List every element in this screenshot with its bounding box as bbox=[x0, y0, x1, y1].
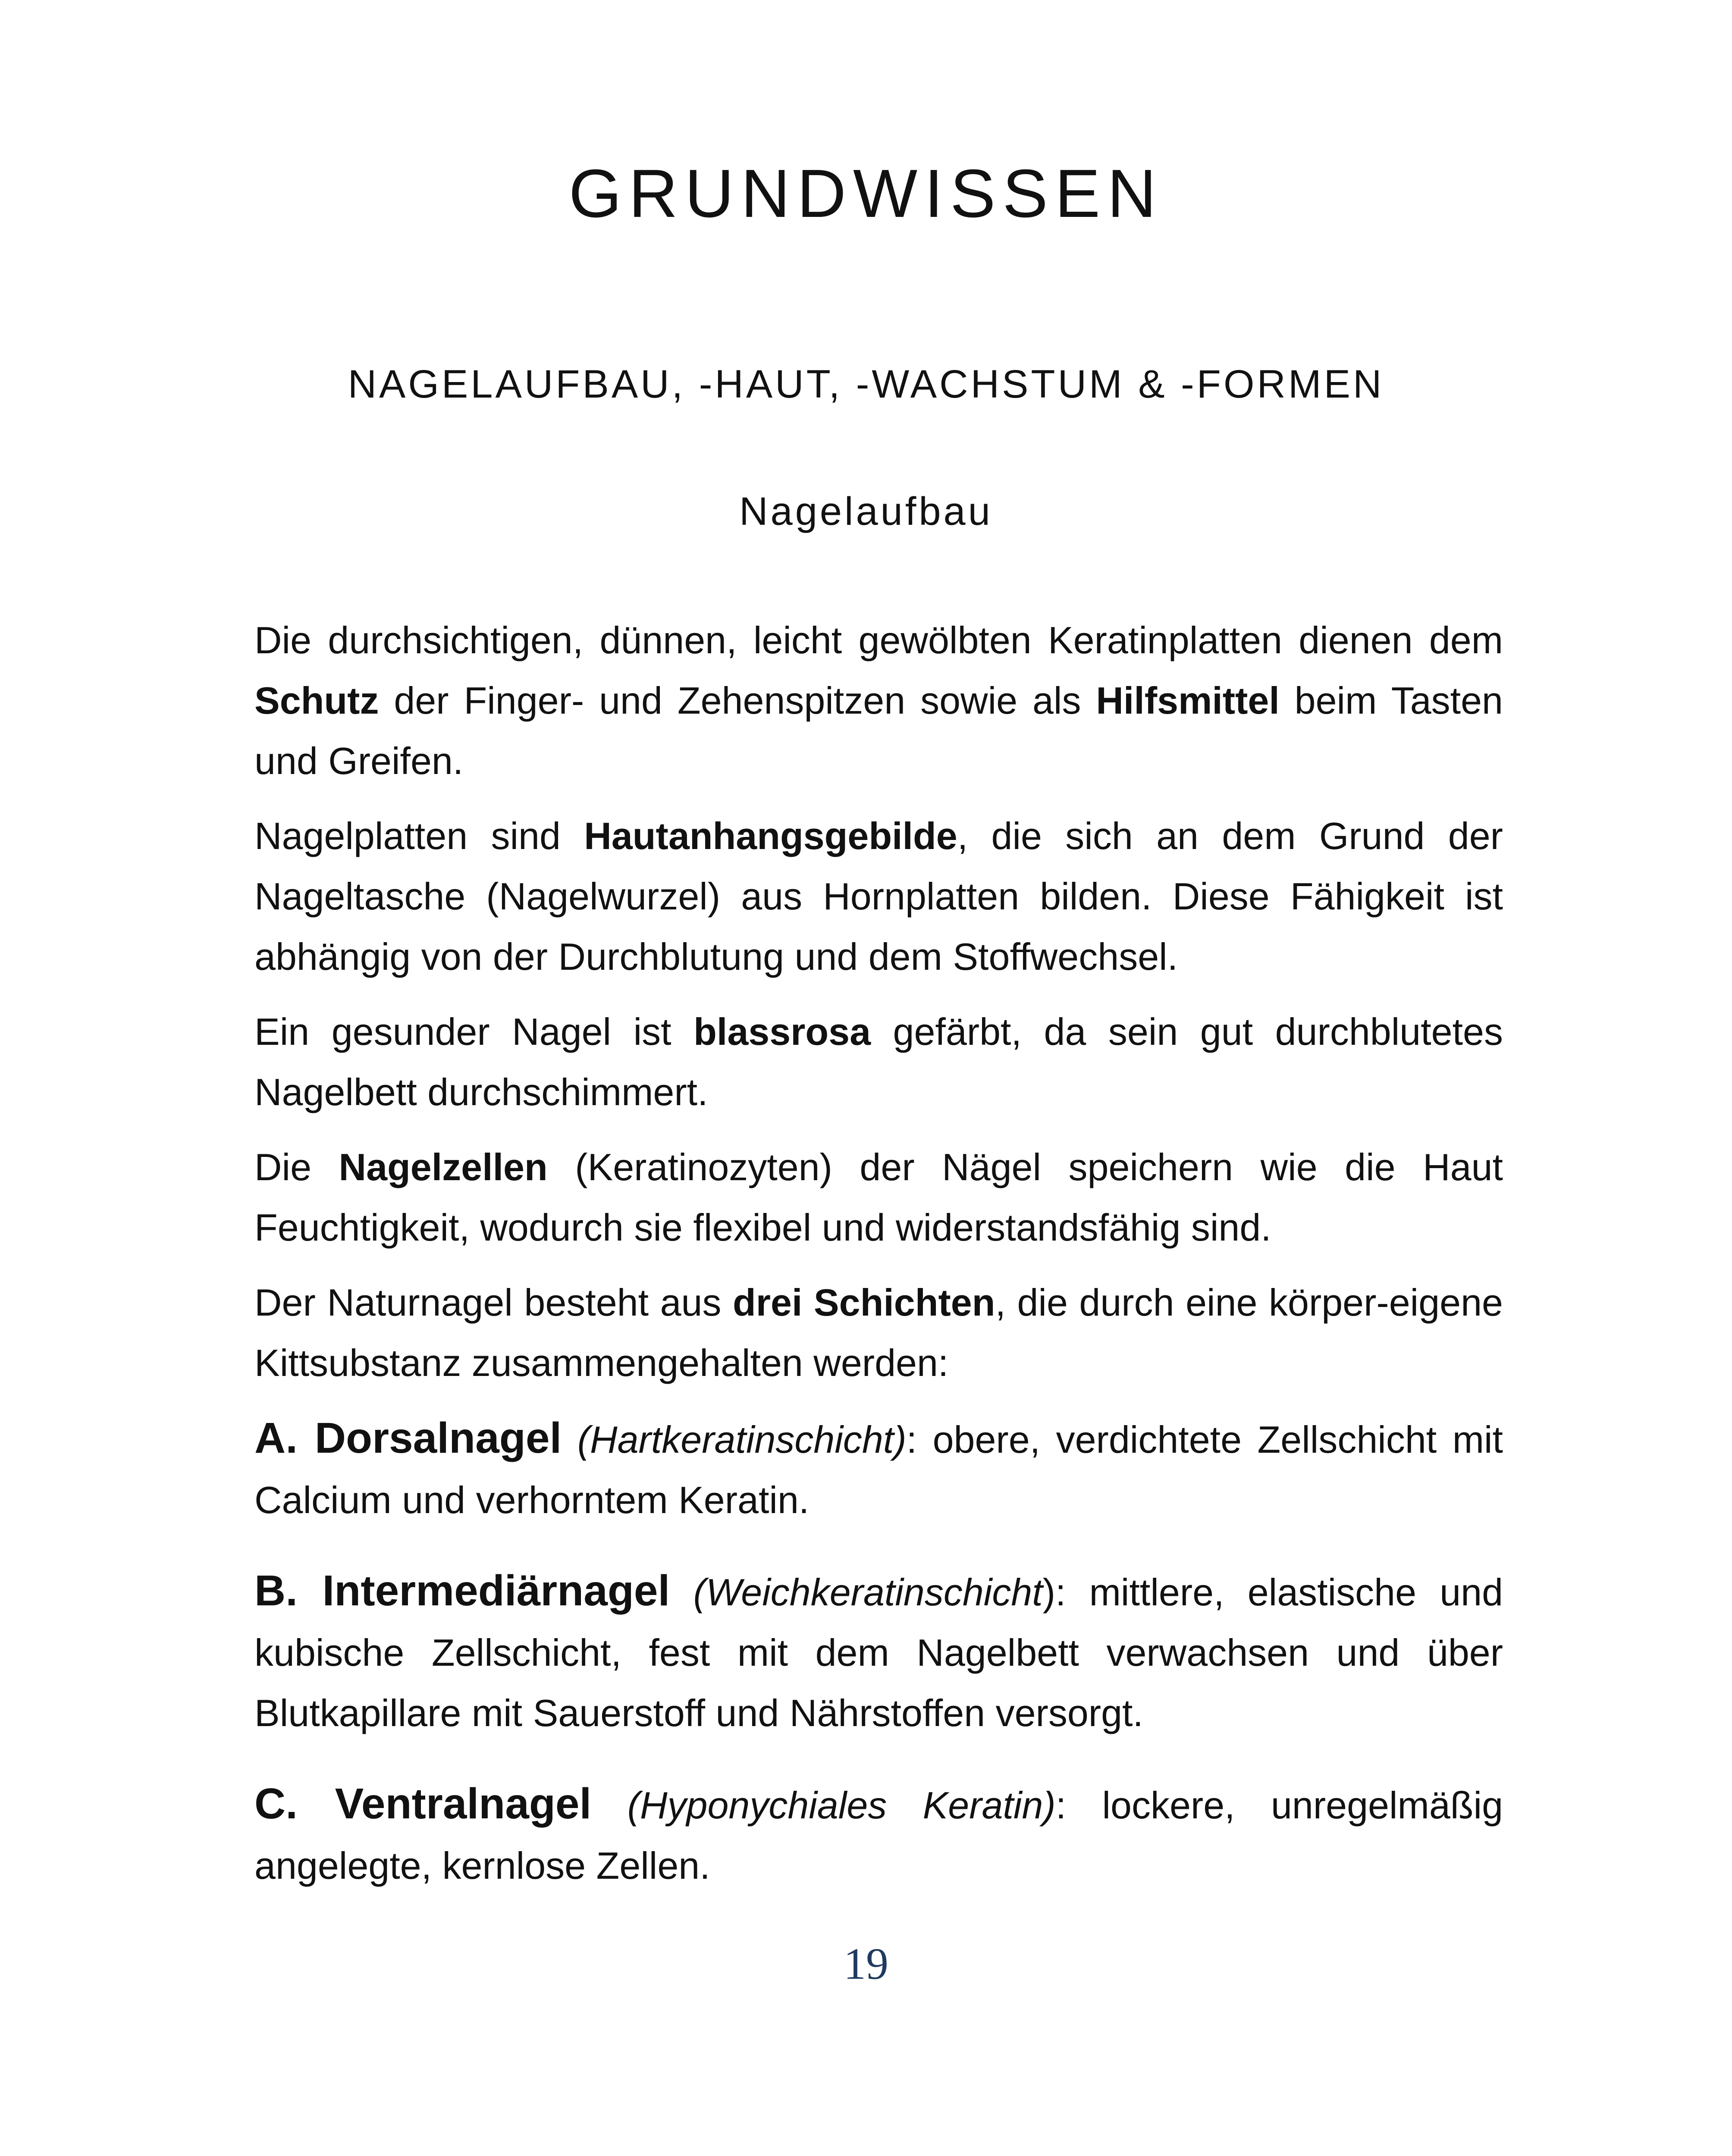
layer-item-ventral bbox=[254, 1774, 1503, 1896]
layer-name: C. Ventralnagel bbox=[254, 1780, 592, 1828]
text-run: Der Naturnagel besteht aus bbox=[254, 1281, 733, 1324]
bold-term: Nagelzellen bbox=[339, 1146, 548, 1188]
text-run: der Finger- und Zehenspitzen sowie als bbox=[379, 679, 1096, 722]
text-run: beim Tasten und Greifen. bbox=[254, 679, 1503, 782]
paragraph-protection bbox=[254, 610, 1503, 791]
bold-term: Hautanhangsgebilde bbox=[584, 815, 957, 857]
layer-description: ): mittlere, elastische und kubische Zellschicht, fest mit dem Nagelbett verwachsen und über Blutkapillare mit Sauerstoff und Nährstoffen versorgt. bbox=[254, 1571, 1503, 1734]
text-run: Nagelplatten sind bbox=[254, 815, 584, 857]
text-run: , die durch eine körper-eigene Kittsubstanz zusammengehalten werden: bbox=[254, 1281, 1503, 1384]
layer-note: (Hartkeratinschicht) bbox=[577, 1418, 907, 1461]
bold-term: Schutz bbox=[254, 679, 379, 722]
section-heading: Nagelaufbau bbox=[739, 489, 993, 533]
text-run: Die durchsichtigen, dünnen, leicht gewölbten Keratinplatten dienen dem bbox=[254, 619, 1503, 661]
paragraph-nail-cells bbox=[254, 1137, 1503, 1258]
layer-name: A. Dorsalnagel bbox=[254, 1414, 562, 1462]
bold-term: blassrosa bbox=[693, 1010, 871, 1053]
paragraph-nail-plates bbox=[254, 806, 1503, 987]
text-run: Die bbox=[254, 1146, 339, 1188]
text-run: , die sich an dem Grund der Nageltasche (Nagelwurzel) aus Hornplatten bilden. Diese Fähigkeit ist abhängig von der Durchblutung und dem Stoffwechsel. bbox=[254, 815, 1503, 978]
body-text bbox=[254, 610, 1503, 1926]
page-number: 19 bbox=[844, 1939, 888, 1989]
text-run: Ein gesunder Nagel ist bbox=[254, 1010, 694, 1053]
layer-note: (Weichkeratinschicht bbox=[693, 1571, 1043, 1614]
layer-item-dorsal bbox=[254, 1408, 1503, 1530]
layer-description: : obere, verdichtete Zellschicht mit Calcium und verhorntem Keratin. bbox=[254, 1418, 1503, 1521]
paragraph-three-layers bbox=[254, 1272, 1503, 1393]
layer-note: (Hyponychiales Keratin) bbox=[627, 1784, 1056, 1827]
chapter-heading: NAGELAUFBAU, -HAUT, -WACHSTUM & -FORMEN bbox=[348, 362, 1384, 406]
text-run: (Keratinozyten) der Nägel speichern wie die Haut Feuchtigkeit, wodurch sie flexibel und widerstandsfähig sind. bbox=[254, 1146, 1503, 1249]
text-run: gefärbt, da sein gut durchblutetes Nagelbett durchschimmert. bbox=[254, 1010, 1503, 1113]
layer-description: : lockere, unregelmäßig angelegte, kernlose Zellen. bbox=[254, 1784, 1503, 1887]
bold-term: drei Schichten bbox=[733, 1281, 995, 1324]
paragraph-healthy-nail bbox=[254, 1002, 1503, 1122]
page-title: GRUNDWISSEN bbox=[568, 156, 1164, 232]
layer-item-intermediate bbox=[254, 1561, 1503, 1743]
bold-term: Hilfsmittel bbox=[1096, 679, 1280, 722]
layer-name: B. Intermediärnagel bbox=[254, 1567, 670, 1615]
